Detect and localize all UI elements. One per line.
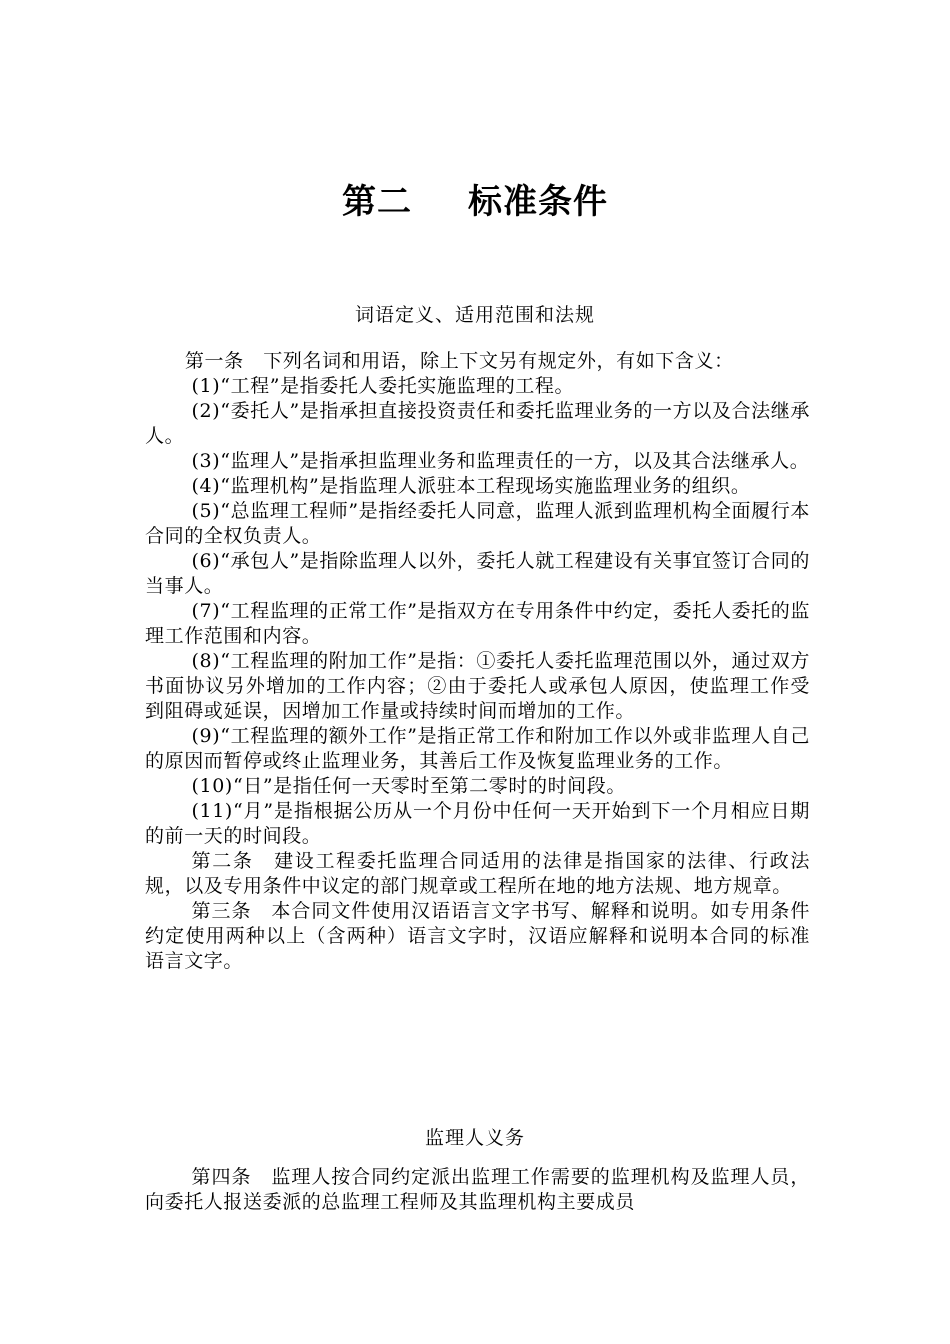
definition-item-3: (3)“监理人”是指承担监理业务和监理责任的一方，以及其合法继承人。 — [191, 450, 810, 472]
definition-item-2: (2)“委托人”是指承担直接投资责任和委托监理业务的一方以及合法继承人。 — [145, 400, 810, 447]
article-1: 第一条 下列名词和用语，除上下文另有规定外，有如下含义： — [184, 350, 734, 372]
definition-item-5: (5)“总监理工程师”是指经委托人同意，监理人派到监理机构全面履行本合同的全权负责人。 — [145, 500, 810, 547]
section-heading-supervisor-duties: 监理人义务 — [424, 1127, 525, 1149]
title-part-1: 第二 — [342, 182, 412, 222]
article-2: 第二条 建设工程委托监理合同适用的法律是指国家的法律、行政法规，以及专用条件中议定的部门规章或工程所在地的地方法规、地方规章。 — [145, 850, 810, 897]
section-body-definitions — [145, 349, 810, 974]
article-4: 第四条 监理人按合同约定派出监理工作需要的监理机构及监理人员，向委托人报送委派的总监理工程师及其监理机构主要成员 — [145, 1166, 810, 1213]
definition-item-7: (7)“工程监理的正常工作”是指双方在专用条件中约定，委托人委托的监理工作范围和内容。 — [145, 600, 810, 647]
definition-item-6: (6)“承包人”是指除监理人以外，委托人就工程建设有关事宜签订合同的当事人。 — [145, 550, 810, 597]
page-title — [0, 174, 950, 223]
definition-item-4: (4)“监理机构”是指监理人派驻本工程现场实施监理业务的组织。 — [191, 475, 751, 497]
definition-item-11: (11)“月”是指根据公历从一个月份中任何一天开始到下一个月相应日期的前一天的时间段。 — [145, 800, 810, 847]
definition-item-8: (8)“工程监理的附加工作”是指：①委托人委托监理范围以外，通过双方书面协议另外增加的工作内容；②由于委托人或承包人原因，使监理工作受到阻碍或延误，因增加工作量或持续时间而增加的工作。 — [145, 650, 810, 722]
article-3: 第三条 本合同文件使用汉语语言文字书写、解释和说明。如专用条件约定使用两种以上（含两种）语言文字时，汉语应解释和说明本合同的标准语言文字。 — [145, 900, 810, 972]
definition-item-1: (1)“工程”是指委托人委托实施监理的工程。 — [191, 375, 575, 397]
definition-item-9: (9)“工程监理的额外工作”是指正常工作和附加工作以外或非监理人自己的原因而暂停或终止监理业务，其善后工作及恢复监理业务的工作。 — [145, 725, 810, 772]
section-body-supervisor-duties — [145, 1165, 810, 1215]
section-heading-definitions: 词语定义、适用范围和法规 — [354, 304, 595, 326]
title-part-2: 标准条件 — [468, 182, 608, 222]
definition-item-10: (10)“日”是指任何一天零时至第二零时的时间段。 — [191, 775, 626, 797]
